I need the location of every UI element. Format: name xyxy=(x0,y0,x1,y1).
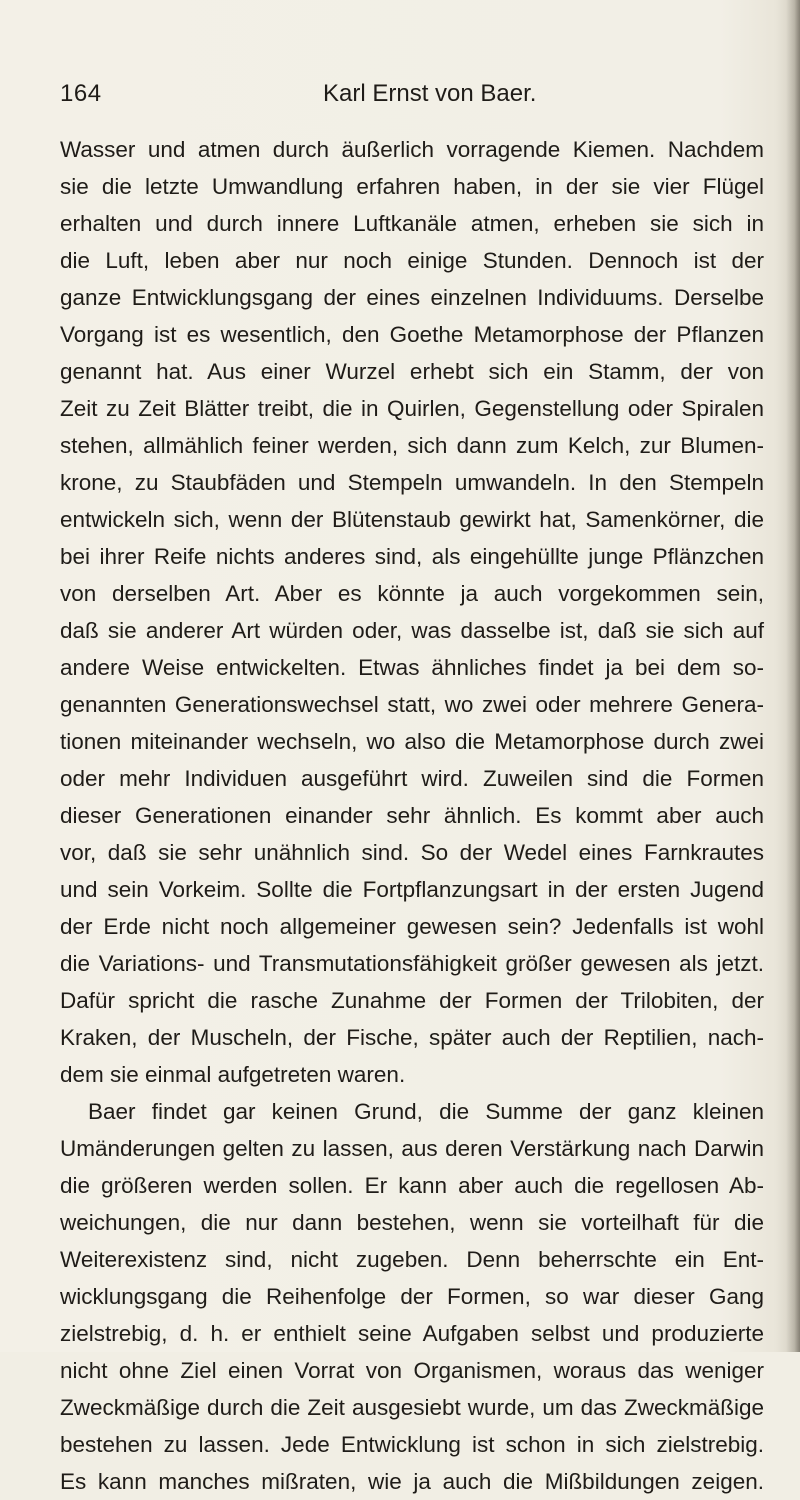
text-line: ganze Entwicklungsgang der eines einzelnen Individuums. Derselbe xyxy=(60,285,764,310)
text-line: dieser Generationen einander sehr ähnlich. Es kommt aber auch xyxy=(60,803,764,828)
text-line: tionen miteinander wechseln, wo also die Metamorphose durch zwei xyxy=(60,729,764,754)
text-line: der Erde nicht noch allgemeiner gewesen sein? Jedenfalls ist wohl xyxy=(60,914,764,939)
text-line: Vorgang ist es wesentlich, den Goethe Metamorphose der Pflanzen xyxy=(60,322,764,347)
text-line: erhalten und durch innere Luftkanäle atmen, erheben sie sich in xyxy=(60,211,764,236)
text-line: Umänderungen gelten zu lassen, aus deren Verstärkung nach Darwin xyxy=(60,1136,764,1161)
paragraph-end-line: dem sie einmal aufgetreten waren. xyxy=(60,1062,406,1087)
text-line: Zeit zu Zeit Blätter treibt, die in Quirlen, Gegenstellung oder Spiralen xyxy=(60,396,764,421)
text-line: bei ihrer Reife nichts anderes sind, als eingehüllte junge Pflänzchen xyxy=(60,544,764,569)
running-head xyxy=(60,80,760,116)
page-edge-shadow xyxy=(786,0,800,1352)
text-line: oder mehr Individuen ausgeführt wird. Zuweilen sind die Formen xyxy=(60,766,764,791)
text-line: genannten Generationswechsel statt, wo zwei oder mehrere Genera- xyxy=(60,692,764,717)
text-line: Wasser und atmen durch äußerlich vorragende Kiemen. Nachdem xyxy=(60,137,764,162)
text-line: weichungen, die nur dann bestehen, wenn sie vorteilhaft für die xyxy=(60,1210,764,1235)
text-line: entwickeln sich, wenn der Blütenstaub gewirkt hat, Samenkörner, die xyxy=(60,507,764,532)
running-title: Karl Ernst von Baer. xyxy=(323,80,537,107)
text-line: wicklungsgang die Reihenfolge der Formen, so war dieser Gang xyxy=(60,1284,764,1309)
text-line: sie die letzte Umwandlung erfahren haben, in der sie vier Flügel xyxy=(60,174,764,199)
text-line: die größeren werden sollen. Er kann aber auch die regellosen Ab- xyxy=(60,1173,764,1198)
text-line: vor, daß sie sehr unähnlich sind. So der Wedel eines Farnkrautes xyxy=(60,840,764,865)
text-line: und sein Vorkeim. Sollte die Fortpflanzungsart in der ersten Jugend xyxy=(60,877,764,902)
text-line: daß sie anderer Art würden oder, was dasselbe ist, daß sie sich auf xyxy=(60,618,764,643)
body-text xyxy=(60,131,764,1500)
text-line: nicht ohne Ziel einen Vorrat von Organismen, woraus das weniger xyxy=(60,1358,764,1383)
text-line: krone, zu Staubfäden und Stempeln umwandeln. In den Stempeln xyxy=(60,470,764,495)
text-line: zielstrebig, d. h. er enthielt seine Aufgaben selbst und produzierte xyxy=(60,1321,764,1346)
text-line: Weiterexistenz sind, nicht zugeben. Denn beherrschte ein Ent- xyxy=(60,1247,764,1272)
page-number: 164 xyxy=(60,80,102,107)
text-line: Dafür spricht die rasche Zunahme der Formen der Trilobiten, der xyxy=(60,988,764,1013)
text-line: die Variations- und Transmutationsfähigkeit größer gewesen als jetzt. xyxy=(60,951,764,976)
text-line: die Luft, leben aber nur noch einige Stunden. Dennoch ist der xyxy=(60,248,764,273)
text-line: Es kann manches mißraten, wie ja auch die Mißbildungen zeigen. xyxy=(60,1469,764,1494)
text-line: bestehen zu lassen. Jede Entwicklung ist schon in sich zielstrebig. xyxy=(60,1432,764,1457)
text-line: stehen, allmählich feiner werden, sich dann zum Kelch, zur Blumen- xyxy=(60,433,764,458)
text-line: genannt hat. Aus einer Wurzel erhebt sich ein Stamm, der von xyxy=(60,359,764,384)
text-line: andere Weise entwickelten. Etwas ähnliches findet ja bei dem so- xyxy=(60,655,764,680)
text-line: Kraken, der Muscheln, der Fische, später auch der Reptilien, nach- xyxy=(60,1025,764,1050)
text-line: von derselben Art. Aber es könnte ja auch vorgekommen sein, xyxy=(60,581,764,606)
text-line: Zweckmäßige durch die Zeit ausgesiebt wurde, um das Zweckmäßige xyxy=(60,1395,764,1420)
paragraph-start-line: Baer findet gar keinen Grund, die Summe der ganz kleinen xyxy=(88,1099,764,1124)
